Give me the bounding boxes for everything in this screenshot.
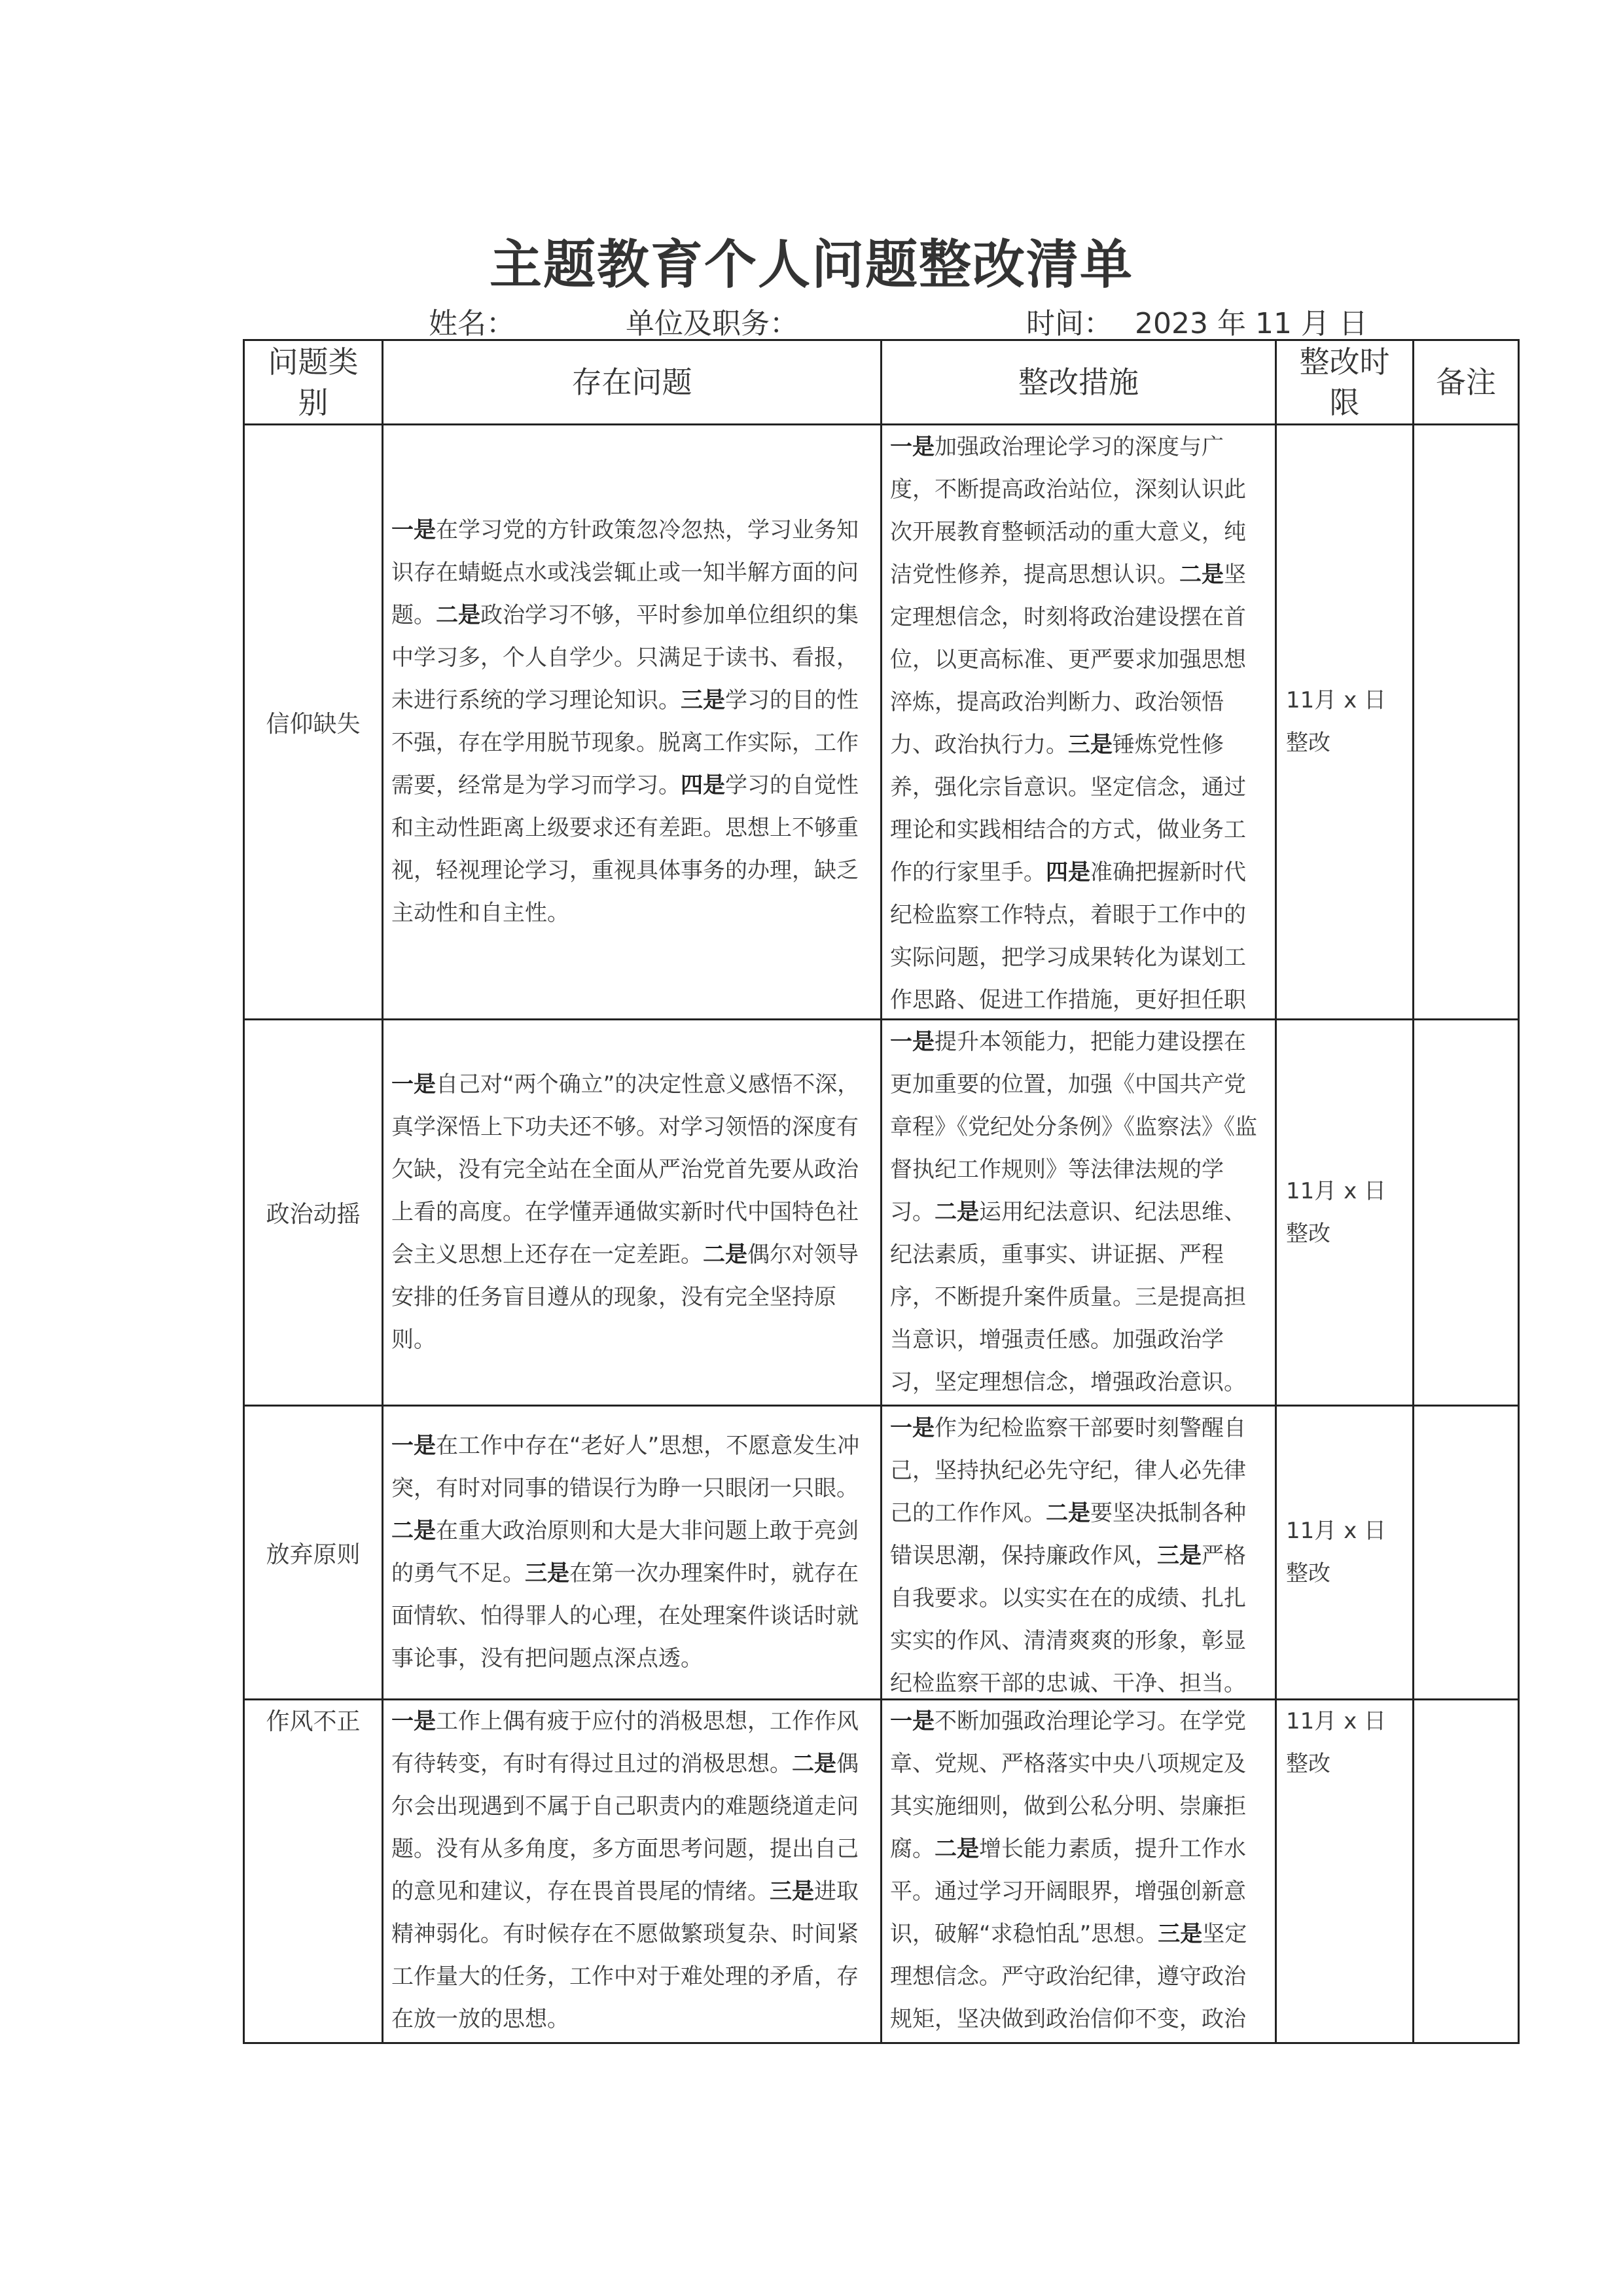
unit-label: 单位及职务： xyxy=(626,307,798,340)
text-segment: 在重大政治原则和大是大非问题上敢于亮剑的勇气不足。 xyxy=(391,1518,859,1587)
ordinal-label: 一是 xyxy=(890,1708,935,1734)
ordinal-label: 二是 xyxy=(703,1242,747,1268)
ordinal-label: 四是 xyxy=(681,772,725,798)
text-segment: 不断加强政治理论学习。在学党章、党规、严格落实中央八项规定及其实施细则，做到公私分明、崇廉拒腐。 xyxy=(890,1708,1246,1862)
text-segment: 工作上偶有疲于应付的消极思想，工作作风有待转变，有时有得过且过的消极思想。 xyxy=(391,1708,859,1777)
measure-text xyxy=(890,1700,1267,2041)
text-segment: 自己对“两个确立”的决定性意义感悟不深，真学深悟上下功夫还不够。对学习领悟的深度有欠缺，没有完全站在全面从严治党首先要从政治上看的高度。在学懂弄通做实新时代中国特色社会主义思想上还存在一定差距。 xyxy=(391,1071,860,1268)
text-segment: 在工作中存在“老好人”思想，不愿意发生冲突，有时对同事的错误行为睁一只眼闭一只眼。 xyxy=(391,1433,860,1501)
problem-cell xyxy=(383,1020,882,1406)
table-row xyxy=(244,1700,1519,2043)
measure-text xyxy=(890,1021,1267,1404)
deadline-text: 整改 xyxy=(1286,730,1330,756)
text-segment: 在第一次办理案件时，就存在面情软、怕得罪人的心理，在处理案件谈话时就事论事，没有把问题点深点透。 xyxy=(391,1560,859,1672)
deadline-cell xyxy=(1276,425,1414,1020)
text-segment: 政治学习不够，平时参加单位组织的集中学习多，个人自学少。只满足于读书、看报，未进行系统的学习理论知识。 xyxy=(391,602,859,713)
deadline-text: 11月 x 日 xyxy=(1286,1518,1386,1544)
problem-text xyxy=(391,509,872,935)
measure-cell xyxy=(882,1700,1276,2043)
ordinal-label: 三是 xyxy=(1068,731,1113,758)
text-segment: 运用纪法意识、纪法思维、纪法素质，重事实、讲证据、严程序，不断提升案件质量。三是提高担当意识，增强责任感。加强政治学习，坚定理想信念，增强政治意识。 xyxy=(890,1199,1246,1395)
ordinal-label: 三是 xyxy=(681,687,725,713)
header-deadline: 整改时限 xyxy=(1276,340,1414,425)
ordinal-label: 一是 xyxy=(391,1708,436,1734)
header-problem: 存在问题 xyxy=(383,340,882,425)
ordinal-label: 二是 xyxy=(391,1518,436,1544)
problem-cell xyxy=(383,1700,882,2043)
ordinal-label: 四是 xyxy=(1046,859,1090,886)
measure-text xyxy=(890,426,1267,1018)
text-segment: 学习的自觉性和主动性距离上级要求还有差距。思想上不够重视，轻视理论学习，重视具体事务的办理，缺乏主动性和自主性。 xyxy=(391,772,859,926)
deadline-text: 11月 x 日 xyxy=(1286,1177,1386,1204)
category-cell xyxy=(244,425,383,1020)
problem-text xyxy=(391,1425,872,1680)
ordinal-label: 一是 xyxy=(391,1071,436,1098)
table-row xyxy=(244,1020,1519,1406)
text-segment: 准确把握新时代纪检监察工作特点，着眼于工作中的实际问题，把学习成果转化为谋划工作思路、促进工作措施，更好担任职 xyxy=(890,859,1246,1013)
ordinal-label: 二是 xyxy=(792,1751,836,1777)
ordinal-label: 一是 xyxy=(890,1029,935,1055)
ordinal-label: 一是 xyxy=(391,1433,436,1459)
deadline-text: 11月 x 日 xyxy=(1286,1708,1386,1734)
problem-cell xyxy=(383,1406,882,1700)
deadline-cell xyxy=(1276,1700,1414,2043)
category-cell xyxy=(244,1020,383,1406)
rectification-table xyxy=(243,339,1520,2044)
ordinal-label: 三是 xyxy=(525,1560,569,1587)
text-segment: 坚定理想信念，时刻将政治建设摆在首位，以更高标准、更严要求加强思想淬炼，提高政治判断力、政治领悟力、政治执行力。 xyxy=(890,561,1246,758)
table-row xyxy=(244,425,1519,1020)
category-label: 政治动摇 xyxy=(266,1201,361,1228)
deadline-text: 整改 xyxy=(1286,1560,1330,1587)
note-cell xyxy=(1414,1020,1519,1406)
header-measure: 整改措施 xyxy=(882,340,1276,425)
text-segment: 锤炼党性修养，强化宗旨意识。坚定信念，通过理论和实践相结合的方式，做业务工作的行家里手。 xyxy=(890,731,1246,886)
table-row xyxy=(244,1406,1519,1700)
category-label: 信仰缺失 xyxy=(266,710,361,738)
text-segment: 加强政治理论学习的深度与广度，不断提高政治站位，深刻认识此次开展教育整顿活动的重大意义，纯洁党性修养，提高思想认识。 xyxy=(890,433,1246,588)
category-cell xyxy=(244,1700,383,2043)
problem-cell xyxy=(383,425,882,1020)
note-cell xyxy=(1414,425,1519,1020)
category-cell xyxy=(244,1406,383,1700)
name-label: 姓名： xyxy=(429,307,515,340)
ordinal-label: 一是 xyxy=(890,1414,935,1441)
problem-text xyxy=(391,1700,872,2041)
header-category: 问题类别 xyxy=(244,340,383,425)
note-cell xyxy=(1414,1406,1519,1700)
ordinal-label: 二是 xyxy=(1179,561,1224,588)
category-label: 作风不正 xyxy=(266,1708,361,1735)
deadline-text: 整改 xyxy=(1286,1751,1330,1777)
text-segment: 偶尔会出现遇到不属于自己职责内的难题绕道走问题。没有从多角度，多方面思考问题，提出自己的意见和建议，存在畏首畏尾的情绪。 xyxy=(391,1751,859,1905)
page-title: 主题教育个人问题整改清单 xyxy=(490,234,1133,295)
deadline-cell xyxy=(1276,1020,1414,1406)
ordinal-label: 二是 xyxy=(935,1836,979,1862)
text-segment: 要坚决抵制各种错误思潮，保持廉政作风， xyxy=(890,1499,1246,1569)
date-value: 2023 年 11 月 日 xyxy=(1135,307,1368,340)
text-segment: 严格自我要求。以实实在在的成绩、扎扎实实的作风、清清爽爽的形象，彰显纪检监察干部的忠诚、干净、担当。 xyxy=(890,1542,1246,1696)
ordinal-label: 二是 xyxy=(1046,1499,1090,1526)
category-label: 放弃原则 xyxy=(266,1541,361,1568)
problem-text xyxy=(391,1064,872,1361)
measure-cell xyxy=(882,1406,1276,1700)
ordinal-label: 三是 xyxy=(770,1878,814,1905)
measure-cell xyxy=(882,1020,1276,1406)
deadline-cell xyxy=(1276,1406,1414,1700)
ordinal-label: 三是 xyxy=(1157,1542,1202,1569)
measure-text xyxy=(890,1407,1267,1698)
text-segment: 增长能力素质，提升工作水平。通过学习开阔眼界，增强创新意识，破解“求稳怕乱”思想。 xyxy=(890,1836,1246,1947)
text-segment: 在学习党的方针政策忽冷忽热，学习业务知识存在蜻蜓点水或浅尝辄止或一知半解方面的问题。 xyxy=(391,517,859,628)
text-segment: 作为纪检监察干部要时刻警醒自己，坚持执纪必先守纪，律人必先律己的工作作风。 xyxy=(890,1414,1246,1526)
header-note: 备注 xyxy=(1414,340,1519,425)
text-segment: 学习的目的性不强，存在学用脱节现象。脱离工作实际，工作需要，经常是为学习而学习。 xyxy=(391,687,859,798)
ordinal-label: 一是 xyxy=(391,517,436,543)
ordinal-label: 三是 xyxy=(1158,1921,1203,1947)
deadline-text: 11月 x 日 xyxy=(1286,687,1386,713)
measure-cell xyxy=(882,425,1276,1020)
table-header-row xyxy=(244,340,1519,425)
ordinal-label: 一是 xyxy=(890,433,935,460)
text-segment: 进取精神弱化。有时候存在不愿做繁琐复杂、时间紧工作量大的任务，工作中对于难处理的矛盾，存在放一放的思想。 xyxy=(391,1878,859,2032)
time-label: 时间： xyxy=(1026,307,1113,340)
text-segment: 偶尔对领导安排的任务盲目遵从的现象，没有完全坚持原则。 xyxy=(391,1242,859,1353)
text-segment: 提升本领能力，把能力建设摆在更加重要的位置，加强《中国共产党章程》《党纪处分条例》《监察法》《监督执纪工作规则》等法律法规的学习。 xyxy=(890,1029,1257,1225)
ordinal-label: 二是 xyxy=(935,1199,979,1225)
text-segment: 坚定理想信念。严守政治纪律，遵守政治规矩，坚决做到政治信仰不变，政治 xyxy=(890,1921,1247,2032)
deadline-text: 整改 xyxy=(1286,1220,1330,1247)
ordinal-label: 二是 xyxy=(436,602,480,628)
note-cell xyxy=(1414,1700,1519,2043)
